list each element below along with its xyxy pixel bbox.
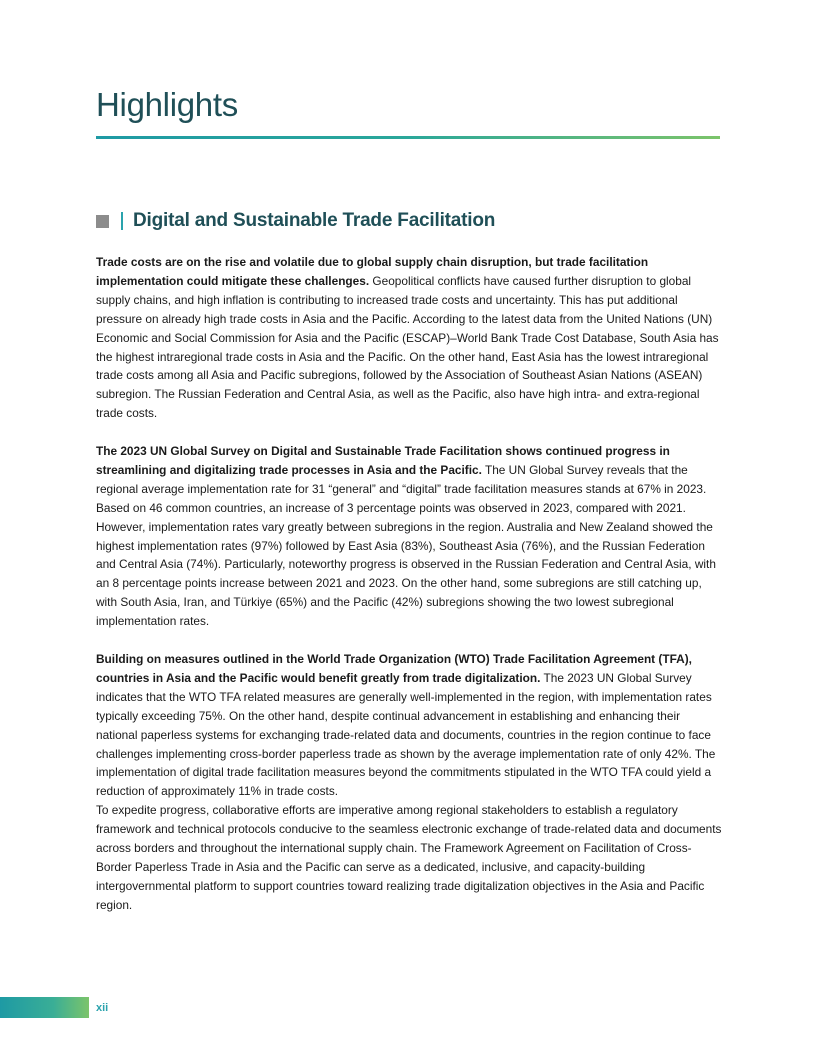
paragraph-text: The 2023 UN Global Survey indicates that the WTO TFA related measures are generally well-implemented in the region, with implementation rates typically exceeding 75%. On the other hand, despite continual advancement in establishing and enhancing their national paperless systems for exchanging trade-related data and documents, countries in the region continue to face challenges implementing cross-border paperless trade as shown by the average implementation rate of only 42%. The implementation of digital trade facilitation measures beyond the commitments stipulated in the WTO TFA could yield a reduction of approximately 11% in trade costs. [96, 670, 716, 799]
paragraph-text: To expedite progress, collaborative efforts are imperative among regional stakeholders to establish a regulatory framework and technical protocols conducive to the seamless electronic exchange of trade-related data and documents across borders and throughout the international supply chain. The Framework Agreement on Facilitation of Cross-Border Paperless Trade in Asia and the Pacific can serve as a dedicated, inclusive, and capacity-building intergovernmental platform to support countries toward realizing trade digitalization objectives in the Asia and Pacific region. [96, 803, 722, 912]
body-text [96, 253, 722, 915]
paragraph-lead: Building on measures outlined in the World Trade Organization (WTO) Trade Facilitation Agreement (TFA), countries in Asia and the Pacific would benefit greatly from trade digitalization. [96, 652, 692, 685]
paragraph-lead: Trade costs are on the rise and volatile due to global supply chain disruption, but trade facilitation implementation could mitigate these challenges. [96, 255, 649, 288]
section-heading-text: Digital and Sustainable Trade Facilitation [133, 210, 496, 231]
paragraph-text: Geopolitical conflicts have caused further disruption to global supply chains, and high inflation is contributing to increased trade costs and uncertainty. This has put additional pressure on already high trade costs in Asia and the Pacific. According to the latest data from the United Nations (UN) Economic and Social Commission for Asia and the Pacific (ESCAP)–World Bank Trade Cost Database, South Asia has the highest intraregional trade costs in Asia and the Pacific. On the other hand, East Asia has the lowest intraregional trade costs among all Asia and Pacific subregions, followed by the Association of Southeast Asian Nations (ASEAN) subregion. The Russian Federation and Central Asia, as well as the Pacific, also have high intra- and extra-regional trade costs. [96, 273, 719, 421]
square-bullet-icon [96, 215, 109, 228]
paragraph [96, 253, 722, 423]
title-rule [96, 136, 720, 139]
footer-accent-bar [0, 997, 89, 1018]
paragraph [96, 801, 722, 914]
paragraph [96, 442, 722, 631]
page-number: xii [96, 1002, 109, 1014]
paragraph-text: The UN Global Survey reveals that the regional average implementation rate for 31 “general” and “digital” trade facilitation measures stands at 67% in 2023. Based on 46 common countries, an increase of 3 percentage points was observed in 2023, compared with 2021. However, implementation rates vary greatly between subregions in the region. Australia and New Zealand showed the highest implementation rates (97%) followed by East Asia (83%), Southeast Asia (76%), and the Russian Federation and Central Asia (74%). Particularly, noteworthy progress is observed in the Russian Federation and Central Asia, with an 8 percentage points increase between 2021 and 2023. On the other hand, some subregions are still catching up, with South Asia, Iran, and Türkiye (65%) and the Pacific (42%) subregions showing the two lowest subregional implementation rates. [96, 462, 716, 629]
section-heading [96, 209, 495, 233]
paragraph [96, 650, 722, 801]
page-title: Highlights [96, 86, 238, 123]
vertical-divider [121, 212, 123, 230]
paragraph-lead: The 2023 UN Global Survey on Digital and Sustainable Trade Facilitation shows continued progress in streamlining and digitalizing trade processes in Asia and the Pacific. [96, 444, 670, 477]
